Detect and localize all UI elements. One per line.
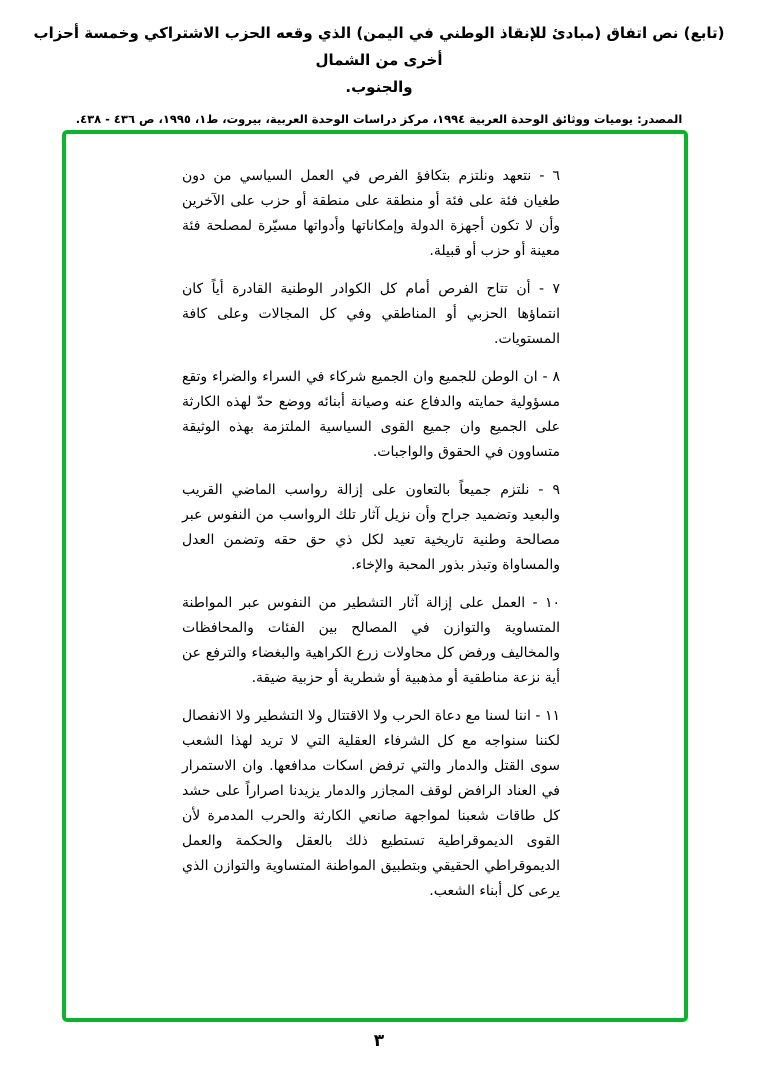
paragraph-11-number: ١١ [544, 708, 561, 724]
paragraph-6-body: نتعهد ونلتزم بتكافؤ الفرص في العمل السياسي من دون طغيان فئة على فئة أو منطقة على منطقة أو حزب على الآخرين وأن لا تكون أجهزة الدولة وإمكاناتها وأدواتها مسيّرة لمصلحة فئة معينة أو حزب أو قبيلة. [182, 168, 560, 259]
agreement-text [66, 134, 684, 904]
header-title-line-1: (تابع) نص اتفاق (مبادئ للإنقاذ الوطني في اليمن) الذي وقعه الحزب الاشتراكي وخمسة أحزاب أخرى من الشمال [33, 24, 725, 69]
paragraph-8-body: ان الوطن للجميع وان الجميع شركاء في السراء والضراء وتقع مسؤولية حمايته والدفاع عنه وصيانة أبنائه ووضع حدّ لهذه الكارثة على الجميع وان جميع القوى السياسية الملتزمة بهذه الوثيقة متساوون في الحقوق والواجبات. [182, 369, 560, 460]
paragraph-6-dash: - [531, 168, 553, 184]
paragraph-10 [182, 591, 560, 691]
header-title-line-2: والجنوب. [345, 78, 413, 96]
paragraph-9-body: نلتزم جميعاً بالتعاون على إزالة رواسب الماضي القريب والبعيد وتضميد جراح وأن نزيل آثار تلك الرواسب من النفوس عبر مصالحة وطنية تاريخية تعيد لكل ذي حق حقه وتضمن العدل والمساواة وتبذر بذور المحبة والإخاء. [182, 482, 560, 573]
paragraph-7-number: ٧ [552, 281, 560, 297]
paragraph-9-dash: - [529, 482, 553, 498]
paragraph-8 [182, 365, 560, 465]
paragraph-7-dash: - [530, 281, 553, 297]
paragraph-6 [182, 164, 560, 264]
paragraph-8-dash: - [537, 369, 553, 385]
paragraph-10-body: العمل على إزالة آثار التشطير من النفوس عبر المواطنة المتساوية والتوازن في المصالح بين الفئات والمحافظات والمخاليف ورفض كل محاولات زرع الكراهية والبغضاء والترفع عن أية نزعة مناطقية أو مذهبية أو شطرية أو حزبية ضيقة. [182, 595, 560, 686]
paragraph-11-body: اننا لسنا مع دعاة الحرب ولا الاقتتال ولا التشطير ولا الانفصال لكننا سنواجه مع كل الشرفاء العقلية التي لا تريد لهذا الشعب سوى القتل والدمار والتي ترفض اسكات مدافعها. وان الاستمرار في العناد الرافض لوقف المجازر والدمار يزيدنا اصراراً على حشد كل طاقات شعبنا لمواجهة صانعي الكارثة والحرب المدمرة لأن القوى الديموقراطية تستطيع ذلك بالعقل والحكمة والعمل الديموقراطي الحقيقي وبتطبيق المواطنة المتساوية والتوازن الذي يرعى كل أبناء الشعب. [182, 708, 560, 899]
paragraph-6-number: ٦ [552, 168, 560, 184]
paragraph-9-number: ٩ [552, 482, 560, 498]
paragraph-10-dash: - [525, 595, 545, 611]
paragraph-7-body: أن تتاح الفرص أمام كل الكوادر الوطنية القادرة أياً كان انتماؤها الحزبي أو المناطقي وفي كل المجالات وعلى كافة المستويات. [182, 281, 560, 347]
source-line: المصدر: يوميات ووثائق الوحدة العربية ١٩٩٤، مركز دراسات الوحدة العربية، بيروت، ط١، ١٩٩٥، ص ٤٣٦ - ٤٣٨. [75, 112, 683, 126]
paragraph-10-number: ١٠ [544, 595, 560, 611]
page-number: ٣ [373, 1031, 385, 1051]
content-box [62, 130, 688, 1022]
page-header [0, 0, 758, 101]
paragraph-11-dash: - [530, 708, 545, 724]
paragraph-7 [182, 277, 560, 352]
paragraph-11 [182, 704, 560, 904]
paragraph-9 [182, 478, 560, 578]
paragraph-8-number: ٨ [552, 369, 560, 385]
